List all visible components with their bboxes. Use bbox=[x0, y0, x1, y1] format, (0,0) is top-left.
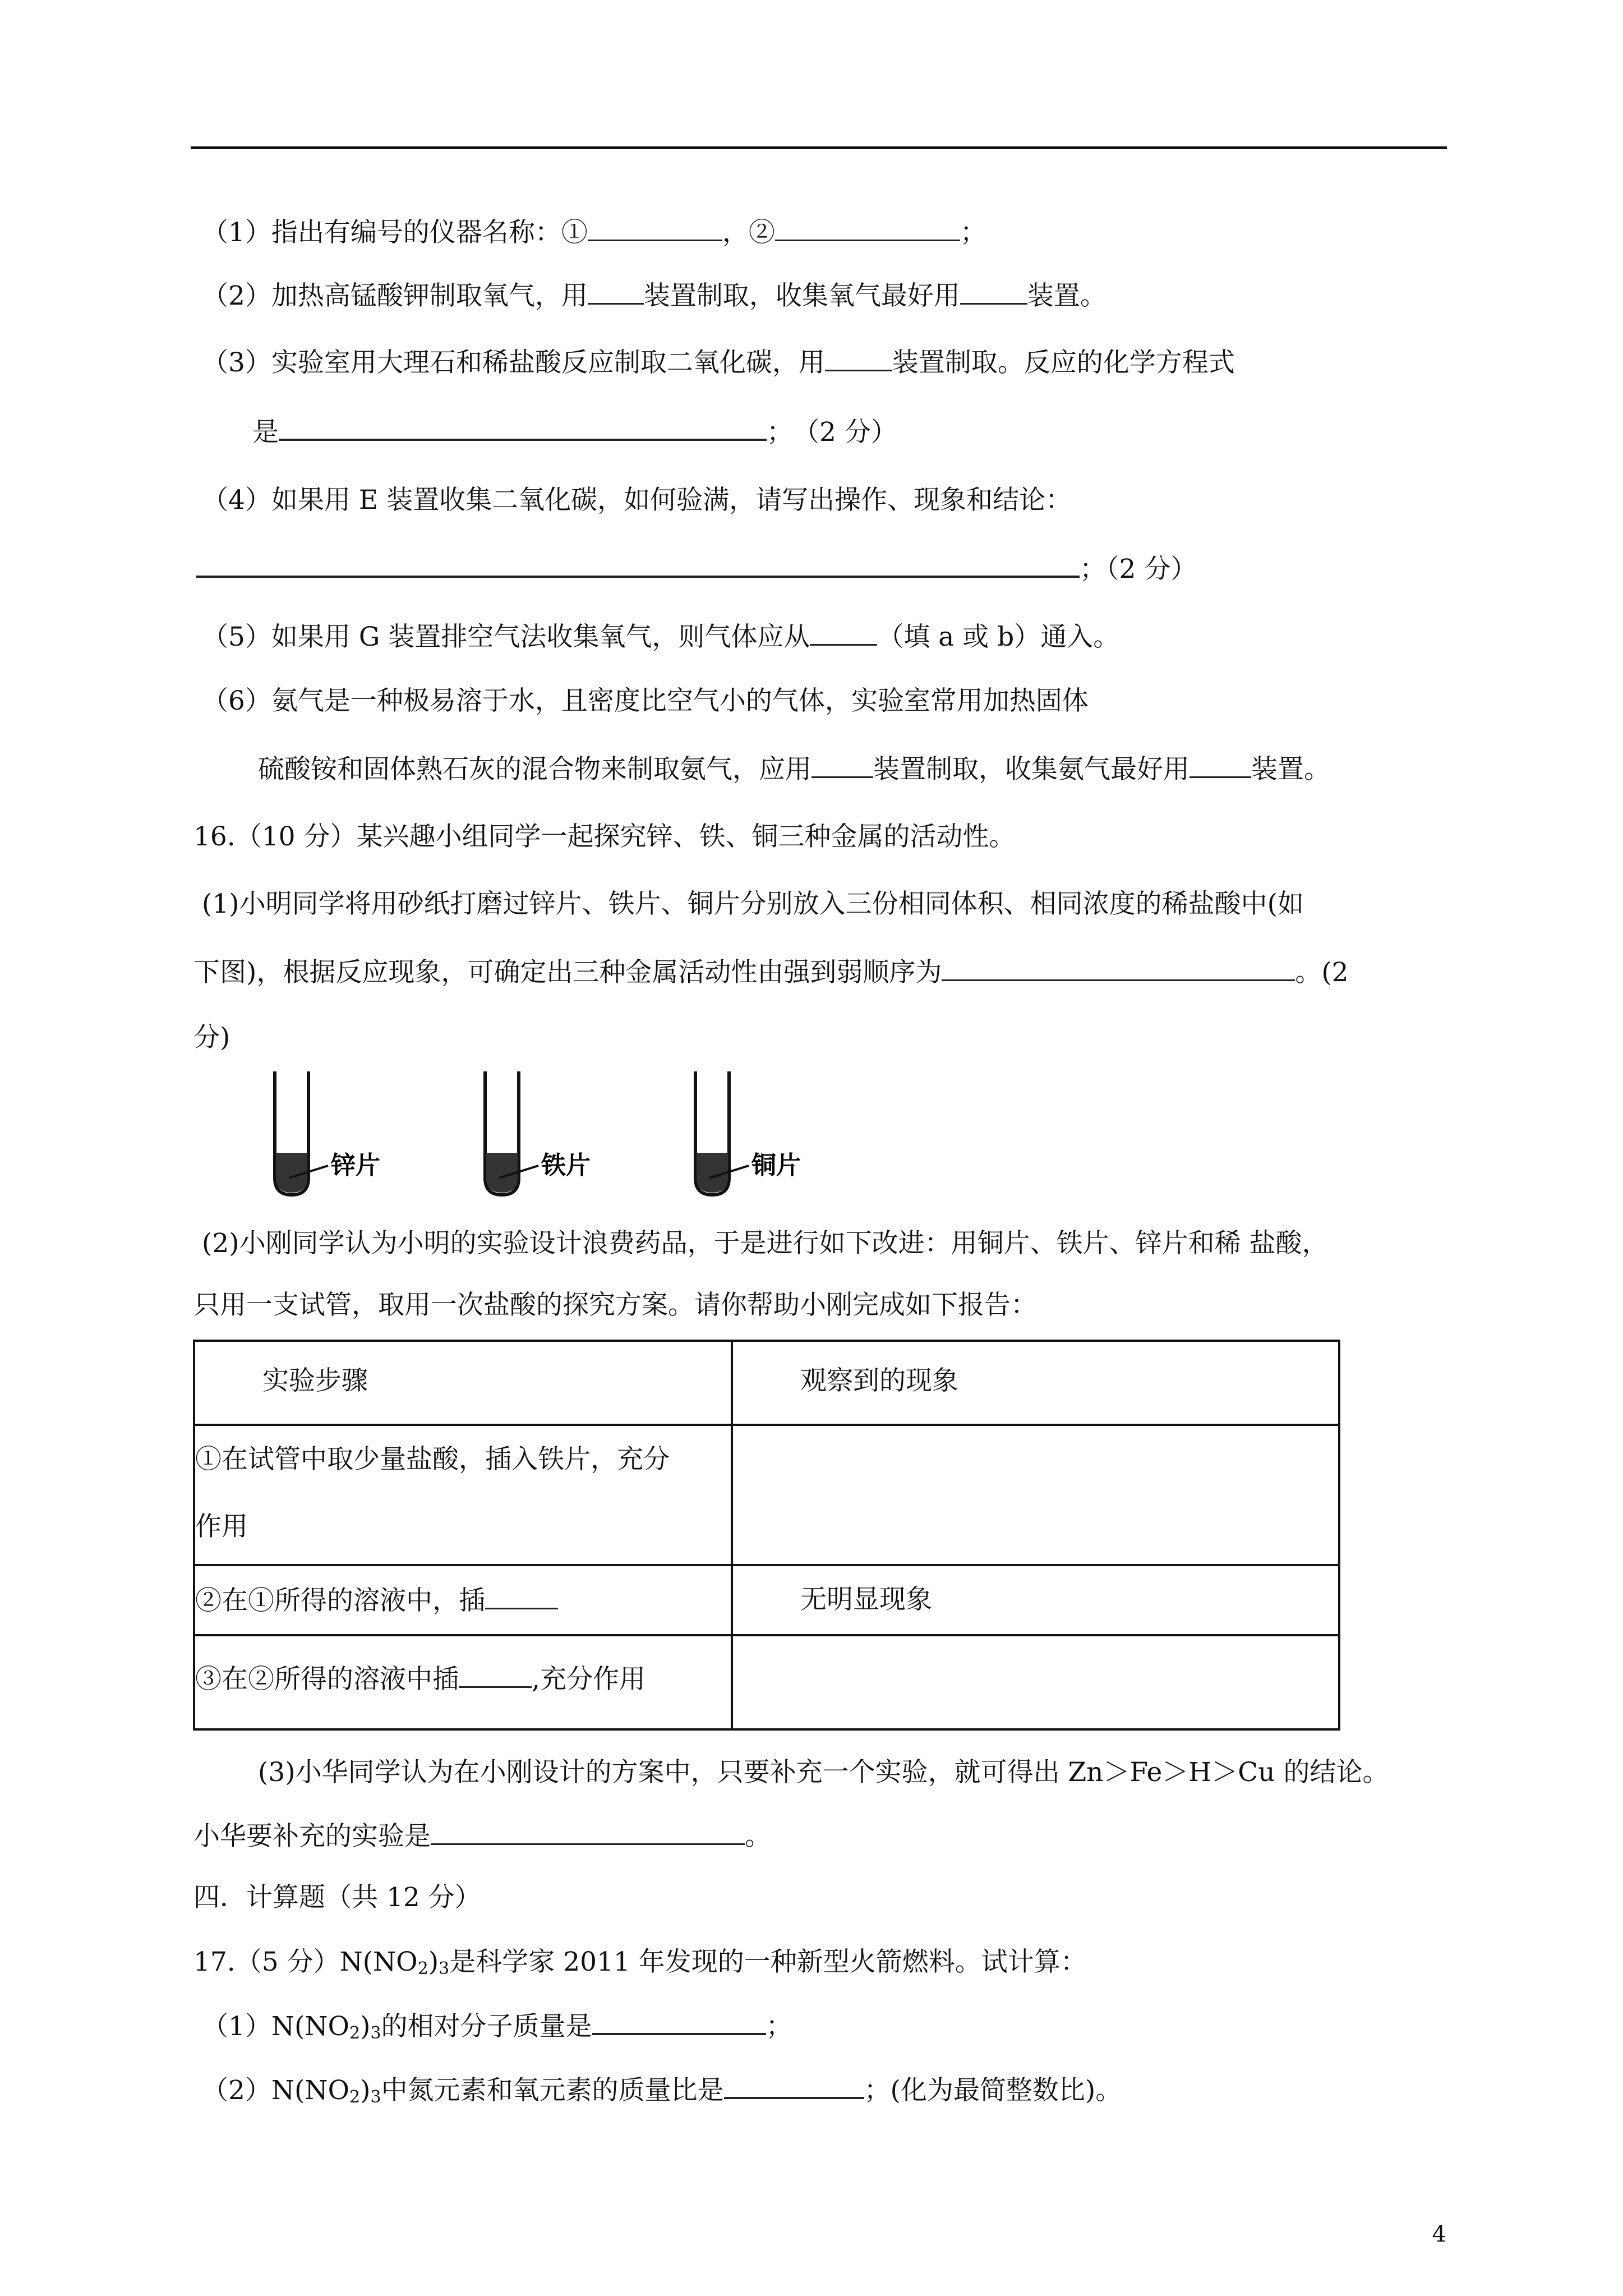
q15-part2: （2）加热高锰酸钾制取氧气，用 装置制取，收集氧气最好用 装置。 bbox=[202, 278, 1106, 313]
table-row bbox=[194, 1425, 1339, 1565]
answer-blank[interactable] bbox=[588, 278, 644, 305]
observation-cell[interactable] bbox=[732, 1635, 1339, 1729]
q16-part1: (1)小明同学将用砂纸打磨过锌片、铁片、铜片分别放入三份相同体积、相同浓度的稀盐酸中(如 bbox=[202, 889, 1304, 919]
step-cell bbox=[194, 1425, 732, 1565]
q15-part4-answer: ；（2 分） bbox=[196, 551, 1197, 586]
equation-blank[interactable] bbox=[279, 414, 767, 441]
answer-blank[interactable] bbox=[459, 1662, 532, 1688]
section-heading: 四．计算题（共 12 分） bbox=[193, 1882, 481, 1913]
q17-title: 17.（5 分）$N(NO_2)_3$是科学家 2011 年发现的一种新型火箭燃料。试计算： bbox=[193, 1947, 1087, 1978]
step-cell: ②在①所得的溶液中，插 bbox=[194, 1565, 732, 1635]
test-tubes-figure bbox=[269, 1066, 858, 1206]
q16-part1-end: 分) bbox=[193, 1022, 230, 1053]
q17-part1: $(1)N(NO_2)_3$的相对分子质量是 ； bbox=[202, 2008, 792, 2050]
iron-test-tube bbox=[485, 1071, 591, 1195]
tube-label: 锌片 bbox=[331, 1151, 380, 1180]
answer-blank[interactable] bbox=[810, 619, 877, 646]
step-cell: ③在②所得的溶液中插 ,充分作用 bbox=[194, 1635, 732, 1729]
tube-label: 铁片 bbox=[541, 1151, 591, 1180]
table-row bbox=[194, 1565, 1339, 1635]
q16-part2: (2)小刚同学认为小明的实验设计浪费药品，于是进行如下改进：用铜片、铁片、锌片和稀 盐酸， bbox=[202, 1228, 1329, 1259]
q16-part3: (3)小华同学认为在小刚设计的方案中，只要补充一个实验，就可得出 Zn＞Fe＞H＞Cu 的结论。 bbox=[258, 1757, 1389, 1788]
answer-blank[interactable] bbox=[431, 1819, 745, 1845]
q15-part3-cont: 是 ； （2 分） bbox=[252, 414, 897, 449]
answer-blank[interactable] bbox=[485, 1583, 558, 1609]
observation-cell: 无明显现象 bbox=[732, 1565, 1339, 1635]
answer-blank[interactable] bbox=[775, 215, 960, 241]
q16-part2-cont: 只用一支试管，取用一次盐酸的探究方案。请你帮助小刚完成如下报告： bbox=[193, 1290, 1037, 1320]
zinc-test-tube bbox=[275, 1071, 380, 1195]
copper-test-tube bbox=[695, 1071, 801, 1195]
q15-part5: （5）如果用 G 装置排空气法收集氧气，则气体应从 （填 a 或 b）通入。 bbox=[202, 619, 1119, 654]
q17-part2: $(2)N(NO_2)_3$中氮元素和氧元素的质量比是 ；(化为最简整数比)。 bbox=[202, 2072, 1122, 2114]
q16-title: 16.（10 分）某兴趣小组同学一起探究锌、铁、铜三种金属的活动性。 bbox=[193, 821, 1016, 852]
answer-blank[interactable] bbox=[942, 955, 1295, 981]
step-text: 作用 bbox=[195, 1511, 248, 1542]
answer-blank[interactable] bbox=[1189, 752, 1251, 778]
table-header-row bbox=[194, 1341, 1339, 1425]
answer-blank[interactable] bbox=[196, 551, 1080, 578]
page-number: 4 bbox=[1432, 2221, 1446, 2247]
answer-blank[interactable] bbox=[825, 345, 892, 371]
step-text: ①在试管中取少量盐酸，插入铁片，充分 bbox=[195, 1444, 670, 1475]
answer-blank[interactable] bbox=[588, 215, 722, 241]
header-rule bbox=[191, 146, 1447, 149]
q15-part6-cont: 硫酸铵和固体熟石灰的混合物来制取氨气，应用 装置制取，收集氨气最好用 装置。 bbox=[258, 752, 1330, 786]
q16-part3-cont: 小华要补充的实验是 。 bbox=[193, 1819, 771, 1853]
q15-part3: （3）实验室用大理石和稀盐酸反应制取二氧化碳，用 装置制取。反应的化学方程式 bbox=[202, 345, 1235, 380]
answer-blank[interactable] bbox=[811, 752, 873, 778]
table-row bbox=[194, 1635, 1339, 1729]
q15-part4: （4）如果用 E 装置收集二氧化碳，如何验满，请写出操作、现象和结论： bbox=[202, 485, 1072, 516]
q15-part6: （6）氨气是一种极易溶于水，且密度比空气小的气体，实验室常用加热固体 bbox=[202, 685, 1089, 716]
report-table bbox=[193, 1340, 1340, 1731]
answer-blank[interactable] bbox=[592, 2008, 766, 2035]
observation-cell[interactable] bbox=[732, 1425, 1339, 1565]
table-header-cell: 实验步骤 bbox=[194, 1341, 732, 1425]
tube-label: 铜片 bbox=[751, 1151, 801, 1180]
answer-blank[interactable] bbox=[724, 2072, 864, 2099]
answer-blank[interactable] bbox=[960, 278, 1027, 305]
table-header-cell: 观察到的现象 bbox=[732, 1341, 1339, 1425]
q16-part1-cont: 下图)，根据反应现象，可确定出三种金属活动性由强到弱顺序为 。(2 bbox=[193, 955, 1349, 990]
q15-part1: （1）指出有编号的仪器名称：① ，② ； bbox=[202, 215, 986, 250]
